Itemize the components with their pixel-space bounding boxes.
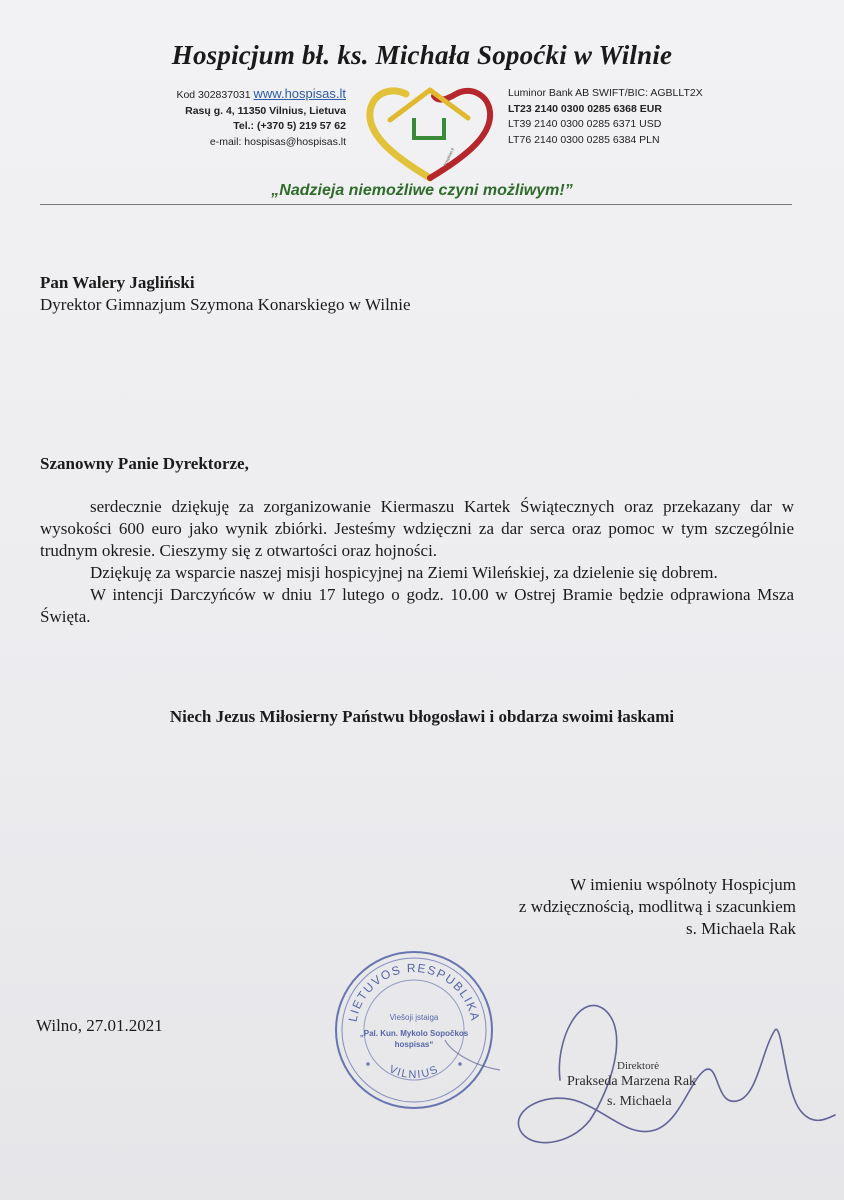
svg-text:hospisas.lt: hospisas.lt xyxy=(442,147,455,167)
closing-line: z wdzięcznością, modlitwą i szacunkiem xyxy=(518,897,796,916)
salutation: Szanowny Panie Dyrektorze, xyxy=(40,454,249,473)
hospice-motto: „Nadzieja niemożliwe czyni możliwym!” xyxy=(271,182,573,199)
blessing-line: Niech Jezus Miłosierny Państwu błogosławi i obdarza swoimi łaskami xyxy=(169,707,675,726)
body-paragraph: Dziękuję za wsparcie naszej misji hospicyjnej na Ziemi Wileńskiej, za dzielenie się dobrem. xyxy=(90,563,718,582)
iban-usd: LT39 2140 0300 0285 6371 USD xyxy=(508,118,662,130)
signatory-name: Prakseda Marzena Rak xyxy=(567,1074,697,1089)
hospice-name-title: Hospicjum bł. ks. Michała Sopoćki w Wilnie xyxy=(171,40,673,70)
company-code: Kod 302837031 xyxy=(176,89,251,101)
closing-line: W imieniu wspólnoty Hospicjum xyxy=(570,875,796,894)
email-address: e-mail: hospisas@hospisas.lt xyxy=(209,135,346,148)
contact-block xyxy=(130,86,346,150)
body-paragraph: W intencji Darczyńców w dniu 17 lutego o godz. 10.00 w Ostrej Bramie będzie odprawiona Msza Święta. xyxy=(40,585,794,626)
recipient-title: Dyrektor Gimnazjum Szymona Konarskiego w Wilnie xyxy=(40,295,411,314)
signatory-role: Direktorė xyxy=(617,1060,660,1072)
stamp-top-text: LIETUVOS RESPUBLIKA xyxy=(345,960,483,1024)
header-divider xyxy=(40,204,792,205)
closing-line: s. Michaela Rak xyxy=(686,919,796,938)
bank-name-swift: Luminor Bank AB SWIFT/BIC: AGBLLT2X xyxy=(508,87,703,99)
company-code-line xyxy=(130,86,346,104)
stamp-line1: Viešoji įstaiga xyxy=(389,1013,439,1022)
recipient-name: Pan Walery Jagliński xyxy=(40,273,195,292)
hospice-heart-house-logo xyxy=(360,80,500,184)
closing-block xyxy=(519,874,796,940)
signatory-religious-name: s. Michaela xyxy=(607,1094,672,1109)
website-link[interactable]: www.hospisas.lt xyxy=(253,86,346,101)
iban-eur: LT23 2140 0300 0285 6368 EUR xyxy=(508,102,662,115)
phone-number: Tel.: (+370 5) 219 57 62 xyxy=(233,120,346,132)
bank-details-block xyxy=(508,86,768,148)
stamp-line3: hospisas“ xyxy=(394,1040,434,1049)
iban-pln: LT76 2140 0300 0285 6384 PLN xyxy=(508,133,660,146)
place-and-date: Wilno, 27.01.2021 xyxy=(36,1016,163,1035)
stamp-bottom-text: VILNIUS xyxy=(387,1063,441,1082)
stamp-line2: „Pal. Kun. Mykolo Sopočkos xyxy=(359,1029,469,1038)
postal-address: Rasų g. 4, 11350 Vilnius, Lietuva xyxy=(185,104,346,117)
body-paragraph: serdecznie dziękuję za zorganizowanie Kiermaszu Kartek Świątecznych oraz przekazany dar w wysokości 600 euro jako wynik zbiórki. Jesteśmy wdzięczni za dar serca oraz pomoc w tym szczególnie trudnym okresie. Cieszymy się z otwartości oraz hojności. xyxy=(40,497,794,560)
svg-text:VILNIUS xyxy=(387,1063,441,1081)
letter-body xyxy=(40,496,794,628)
